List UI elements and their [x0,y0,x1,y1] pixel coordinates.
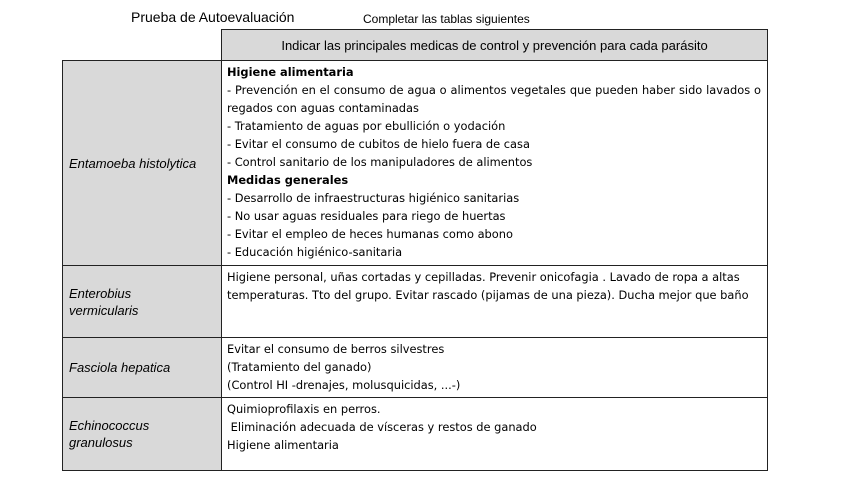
measure-item: (Tratamiento del ganado) [227,360,372,374]
measures-cell [222,398,768,471]
measure-item: - Educación higiénico-sanitaria [227,245,403,259]
table-row [63,61,768,266]
parasite-name: Enterobius vermicularis [63,266,222,338]
measures-cell [222,338,768,398]
measure-item: - Evitar el consumo de cubitos de hielo fuera de casa [227,137,530,151]
measure-item: Quimioprofilaxis en perros. [227,402,381,416]
measure-item: - Prevención en el consumo de agua o alimentos vegetales que pueden haber sido lavados o regados con aguas contaminadas [227,83,761,115]
measure-item: - Tratamiento de aguas por ebullición o yodación [227,119,506,133]
section-heading: Higiene alimentaria [227,65,354,79]
parasite-name: Echinococcus granulosus [63,398,222,471]
table-corner-cell [63,30,222,61]
table-header-row [63,30,768,61]
measures-cell [222,61,768,266]
table-row [63,398,768,471]
measure-item: - No usar aguas residuales para riego de huertas [227,209,506,223]
measure-item: Eliminación adecuada de vísceras y restos de ganado [227,420,537,434]
page-subtitle: Completar las tablas siguientes [363,12,530,26]
section-heading: Medidas generales [227,173,349,187]
parasite-name: Entamoeba histolytica [63,61,222,266]
prevention-table [62,29,768,471]
measure-item: Higiene personal, uñas cortadas y cepilladas. Prevenir onicofagia . Lavado de ropa a altas temperaturas. Tto del grupo. Evitar rascado (pijamas de una pieza). Ducha mejor que baño [227,270,749,302]
table-header: Indicar las principales medicas de control y prevención para cada parásito [222,30,768,61]
measure-item: - Evitar el empleo de heces humanas como abono [227,227,513,241]
measure-item: - Desarrollo de infraestructuras higiénico sanitarias [227,191,520,205]
table-row [63,338,768,398]
parasite-name: Fasciola hepatica [63,338,222,398]
measure-item: Higiene alimentaria [227,438,339,452]
measures-cell [222,266,768,338]
measure-item: (Control HI -drenajes, molusquicidas, ...-) [227,378,461,392]
measure-item: Evitar el consumo de berros silvestres [227,342,445,356]
page-title: Prueba de Autoevaluación [131,9,295,25]
measure-item: - Control sanitario de los manipuladores de alimentos [227,155,533,169]
table-row [63,266,768,338]
